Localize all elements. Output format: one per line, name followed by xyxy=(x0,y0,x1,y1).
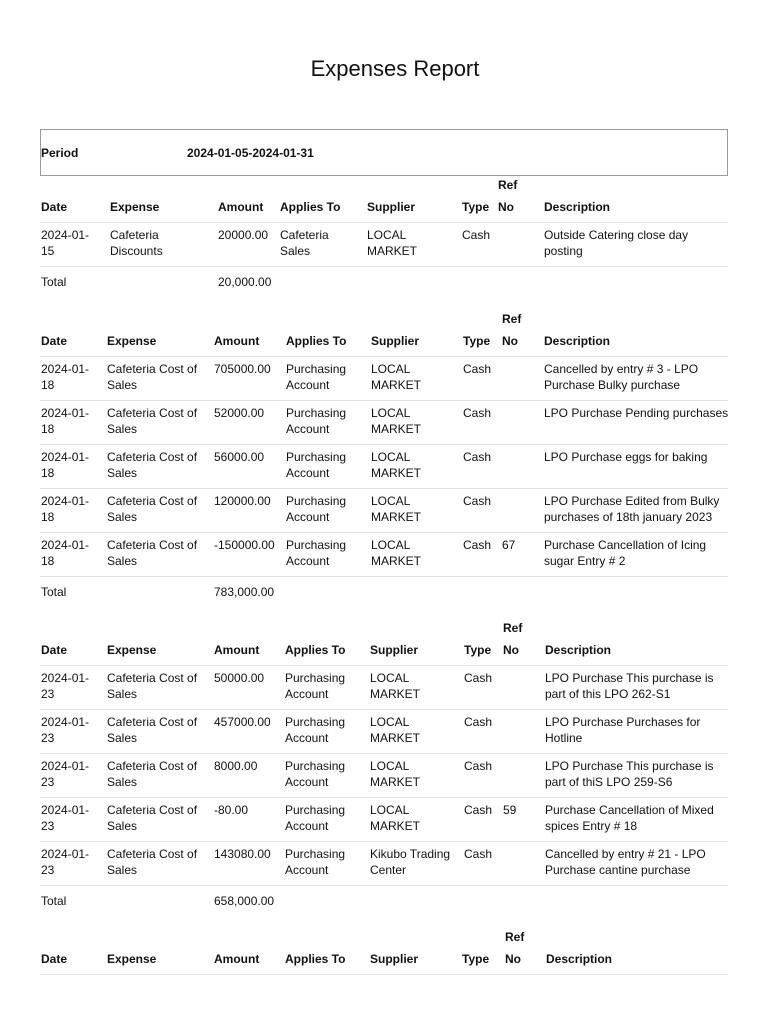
cell-amount: 52000.00 xyxy=(214,406,265,420)
cell-date: 2024-01-18 xyxy=(41,494,90,524)
cell-type: Cash xyxy=(464,759,493,773)
cell-applies-to: Purchasing Account xyxy=(285,803,346,833)
cell-applies-to: Purchasing Account xyxy=(286,406,347,436)
cell-type: Cash xyxy=(464,847,493,861)
cell-expense: Cafeteria Cost of Sales xyxy=(107,671,198,701)
table-row xyxy=(40,445,728,489)
header-ref-no xyxy=(498,177,517,215)
header-ref-line2: No xyxy=(503,643,519,657)
table-row xyxy=(40,798,728,842)
cell-expense: Cafeteria Cost of Sales xyxy=(107,803,198,833)
header-type: Type xyxy=(462,952,490,966)
total-row xyxy=(40,886,728,916)
header-applies-to: Applies To xyxy=(285,643,346,657)
period-value: 2024-01-05-2024-01-31 xyxy=(187,146,314,160)
cell-ref: 67 xyxy=(502,538,516,552)
cell-type: Cash xyxy=(463,406,492,420)
table-row xyxy=(40,401,728,445)
table-header xyxy=(40,314,728,357)
cell-date: 2024-01-23 xyxy=(41,671,90,701)
header-type: Type xyxy=(462,200,490,214)
cell-supplier: LOCAL MARKET xyxy=(367,228,418,258)
header-supplier: Supplier xyxy=(367,200,416,214)
total-row xyxy=(40,577,728,607)
table-header xyxy=(40,180,728,223)
header-ref-no xyxy=(502,311,521,349)
cell-amount: -80.00 xyxy=(214,803,249,817)
cell-expense: Cafeteria Cost of Sales xyxy=(107,406,198,436)
header-ref-line1: Ref xyxy=(505,930,525,944)
expense-section xyxy=(40,623,728,916)
table-row xyxy=(40,710,728,754)
table-row xyxy=(40,666,728,710)
cell-applies-to: Purchasing Account xyxy=(286,450,347,480)
cell-type: Cash xyxy=(462,228,491,242)
cell-type: Cash xyxy=(464,671,493,685)
header-description: Description xyxy=(546,952,613,966)
header-type: Type xyxy=(464,643,492,657)
cell-supplier: LOCAL MARKET xyxy=(371,450,422,480)
table-header xyxy=(40,932,728,975)
total-amount: 20,000.00 xyxy=(218,275,272,289)
table-row xyxy=(40,357,728,401)
cell-type: Cash xyxy=(463,450,492,464)
header-amount: Amount xyxy=(214,952,260,966)
header-ref-line2: No xyxy=(498,200,514,214)
cell-expense: Cafeteria Cost of Sales xyxy=(107,759,198,789)
header-supplier: Supplier xyxy=(371,334,420,348)
cell-description: LPO Purchase Pending purchases xyxy=(544,406,729,420)
header-amount: Amount xyxy=(218,200,264,214)
expense-section xyxy=(40,180,728,297)
cell-description: LPO Purchase This purchase is part of thiS LPO 259-S6 xyxy=(545,759,714,789)
cell-ref: 59 xyxy=(503,803,517,817)
cell-amount: 8000.00 xyxy=(214,759,258,773)
cell-amount: 120000.00 xyxy=(214,494,271,508)
header-applies-to: Applies To xyxy=(280,200,341,214)
report-title: Expenses Report xyxy=(310,56,480,81)
cell-supplier: LOCAL MARKET xyxy=(370,803,421,833)
cell-amount: -150000.00 xyxy=(214,538,275,552)
header-ref-no xyxy=(505,929,524,967)
cell-amount: 457000.00 xyxy=(214,715,271,729)
cell-date: 2024-01-18 xyxy=(41,362,90,392)
table-header xyxy=(40,623,728,666)
cell-amount: 143080.00 xyxy=(214,847,271,861)
cell-type: Cash xyxy=(463,538,492,552)
cell-description: Outside Catering close day posting xyxy=(544,228,689,258)
header-expense: Expense xyxy=(107,952,157,966)
header-expense: Expense xyxy=(110,200,160,214)
cell-applies-to: Purchasing Account xyxy=(286,362,347,392)
header-amount: Amount xyxy=(214,334,260,348)
period-box xyxy=(40,129,728,176)
total-amount: 783,000.00 xyxy=(214,585,275,599)
header-expense: Expense xyxy=(107,643,157,657)
header-description: Description xyxy=(545,643,612,657)
header-ref-line2: No xyxy=(505,952,521,966)
expense-section xyxy=(40,314,728,607)
cell-description: Purchase Cancellation of Icing sugar Entry # 2 xyxy=(544,538,707,568)
header-description: Description xyxy=(544,200,611,214)
total-amount: 658,000.00 xyxy=(214,894,275,908)
cell-description: LPO Purchase Edited from Bulky purchases of 18th january 2023 xyxy=(544,494,720,524)
cell-expense: Cafeteria Cost of Sales xyxy=(107,494,198,524)
total-row xyxy=(40,267,728,297)
cell-applies-to: Cafeteria Sales xyxy=(280,228,329,258)
cell-applies-to: Purchasing Account xyxy=(285,847,346,877)
cell-type: Cash xyxy=(464,803,493,817)
header-date: Date xyxy=(41,952,68,966)
cell-description: LPO Purchase This purchase is part of this LPO 262-S1 xyxy=(545,671,714,701)
cell-applies-to: Purchasing Account xyxy=(286,494,347,524)
header-date: Date xyxy=(41,200,68,214)
cell-amount: 705000.00 xyxy=(214,362,271,376)
cell-supplier: LOCAL MARKET xyxy=(370,759,421,789)
cell-date: 2024-01-18 xyxy=(41,450,90,480)
cell-applies-to: Purchasing Account xyxy=(285,759,346,789)
cell-date: 2024-01-23 xyxy=(41,715,90,745)
cell-type: Cash xyxy=(464,715,493,729)
header-ref-no xyxy=(503,620,522,658)
header-applies-to: Applies To xyxy=(286,334,347,348)
cell-description: Cancelled by entry # 21 - LPO Purchase cantine purchase xyxy=(545,847,706,877)
cell-amount: 56000.00 xyxy=(214,450,265,464)
header-type: Type xyxy=(463,334,491,348)
header-expense: Expense xyxy=(107,334,157,348)
cell-date: 2024-01-23 xyxy=(41,847,90,877)
cell-expense: Cafeteria Cost of Sales xyxy=(107,538,198,568)
cell-description: Purchase Cancellation of Mixed spices Entry # 18 xyxy=(545,803,714,833)
table-row xyxy=(40,533,728,577)
header-description: Description xyxy=(544,334,611,348)
header-supplier: Supplier xyxy=(370,952,419,966)
cell-date: 2024-01-18 xyxy=(41,538,90,568)
header-date: Date xyxy=(41,643,68,657)
table-row xyxy=(40,754,728,798)
cell-description: LPO Purchase Purchases for Hotline xyxy=(545,715,701,745)
cell-expense: Cafeteria Cost of Sales xyxy=(107,715,198,745)
cell-expense: Cafeteria Cost of Sales xyxy=(107,450,198,480)
cell-amount: 20000.00 xyxy=(218,228,269,242)
cell-type: Cash xyxy=(463,362,492,376)
cell-applies-to: Purchasing Account xyxy=(286,538,347,568)
cell-supplier: Kikubo Trading Center xyxy=(370,847,451,877)
cell-supplier: LOCAL MARKET xyxy=(370,715,421,745)
header-amount: Amount xyxy=(214,643,260,657)
expense-section xyxy=(40,932,728,975)
cell-supplier: LOCAL MARKET xyxy=(371,362,422,392)
cell-applies-to: Purchasing Account xyxy=(285,671,346,701)
cell-description: Cancelled by entry # 3 - LPO Purchase Bulky purchase xyxy=(544,362,699,392)
cell-expense: Cafeteria Discounts xyxy=(110,228,163,258)
cell-supplier: LOCAL MARKET xyxy=(370,671,421,701)
header-date: Date xyxy=(41,334,68,348)
cell-date: 2024-01-18 xyxy=(41,406,90,436)
header-ref-line1: Ref xyxy=(503,621,523,635)
cell-date: 2024-01-15 xyxy=(41,228,90,258)
cell-description: LPO Purchase eggs for baking xyxy=(544,450,708,464)
cell-date: 2024-01-23 xyxy=(41,803,90,833)
cell-type: Cash xyxy=(463,494,492,508)
cell-date: 2024-01-23 xyxy=(41,759,90,789)
cell-applies-to: Purchasing Account xyxy=(285,715,346,745)
header-ref-line2: No xyxy=(502,334,518,348)
header-ref-line1: Ref xyxy=(498,178,518,192)
cell-supplier: LOCAL MARKET xyxy=(371,494,422,524)
total-label: Total xyxy=(41,894,67,908)
header-applies-to: Applies To xyxy=(285,952,346,966)
header-ref-line1: Ref xyxy=(502,312,522,326)
table-row xyxy=(40,223,728,267)
cell-supplier: LOCAL MARKET xyxy=(371,538,422,568)
table-row xyxy=(40,489,728,533)
cell-amount: 50000.00 xyxy=(214,671,265,685)
cell-expense: Cafeteria Cost of Sales xyxy=(107,362,198,392)
period-label: Period xyxy=(41,146,79,160)
total-label: Total xyxy=(41,585,67,599)
header-supplier: Supplier xyxy=(370,643,419,657)
table-row xyxy=(40,842,728,886)
cell-expense: Cafeteria Cost of Sales xyxy=(107,847,198,877)
cell-supplier: LOCAL MARKET xyxy=(371,406,422,436)
total-label: Total xyxy=(41,275,67,289)
